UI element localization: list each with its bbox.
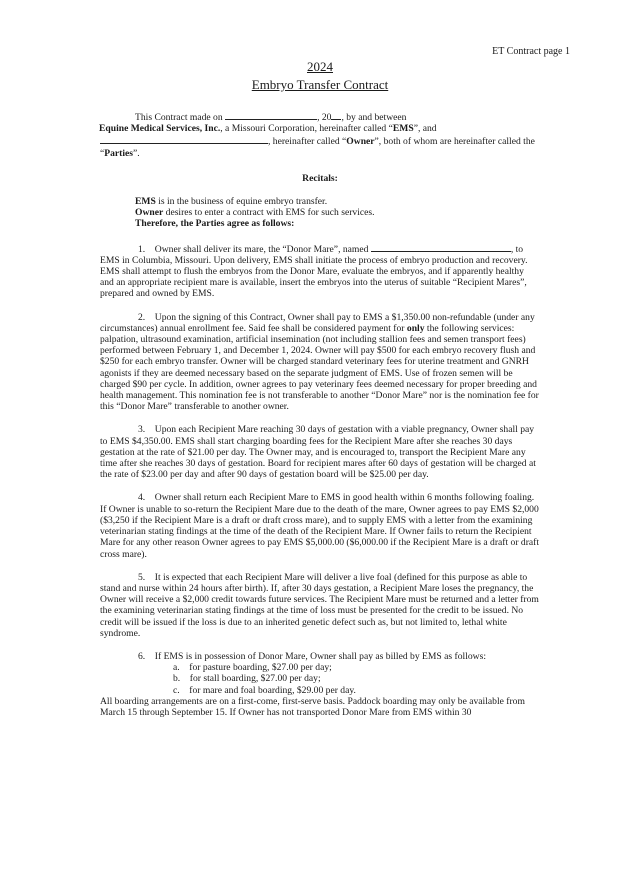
recital-1-text: is in the business of equine embryo transfer. [155,196,328,208]
intro-text: , a Missouri Corporation, hereinafter called “ [220,123,393,135]
recital-2-term: Owner [135,207,164,219]
clause-4: 4. Owner shall return each Recipient Mare to EMS in good health within 6 months following foaling. If Owner is unable to so-return the Recipient Mare due to the death of the mare, Owner agrees to pay EMS $2,000 ($3,250 if the Recipient Mare is a draft or draft cross mare), and to supply EMS with a letter from the examining veterinarian stating findings at the time of the death of the Recipient Mare. If Owner fails to return the Recipient Mare for any other reason Owner agrees to pay EMS $5,000.00 ($6,000.00 if the Recipient Mare is a draft or draft cross mare). [100,492,540,560]
page-header: ET Contract page 1 [492,46,570,57]
contract-name: Embryo Transfer Contract [251,77,389,92]
clause-1-text: 1. Owner shall deliver its mare, the “Donor Mare”, named [138,243,369,255]
intro-line-3 [100,134,540,158]
intro-text: , hereinafter called “ [268,136,347,148]
clause-6-tail: All boarding arrangements are on a first-come, first-serve basis. Paddock boarding may only be available from March 15 through September 15. If Owner has not transported Donor Mare from EMS within 30 [100,695,525,718]
owner-name-blank [100,134,268,144]
recital-1 [135,196,540,207]
recital-3 [135,218,540,229]
parties-term: Parties [104,147,134,159]
recital-2-text: desires to enter a contract with EMS for such services. [163,207,375,219]
contract-year: 2024 [307,59,333,74]
donor-mare-name-blank [371,242,511,252]
recital-3-text: Therefore, the Parties agree as follows: [135,218,295,230]
clause-2 [100,312,540,413]
company-name: Equine Medical Services, Inc. [99,123,221,135]
boarding-fee-pasture: a. for pasture boarding, $27.00 per day; [173,662,332,674]
clause-2-text: 2. Upon the signing of this Contract, Owner shall pay to EMS a $1,350.00 non-refundable (under any circumstances) annual enrollment fee. Said fee shall be considered payment for [100,311,535,334]
year-blank [331,110,341,120]
date-blank [225,110,317,120]
owner-term: Owner [346,136,375,148]
intro-text: ”, both of whom are hereinafter called the “ [100,136,535,159]
intro-text: This Contract made on [135,112,223,123]
intro-text: , 20 [317,112,332,123]
clause-3: 3. Upon each Recipient Mare reaching 30 days of gestation with a viable pregnancy, Owner shall pay to EMS $4,350.00. EMS shall start charging boarding fees for the Recipient Mare after she reaches 30 days gestation at the rate of $21.00 per day. The Owner may, and is encouraged to, transport the Recipient Mare any time after she reaches 30 days of gestation. Board for recipient mares after 60 days of gestation will be charged at the rate of $23.00 per day and after 90 days of gestation board will be $25.00 per day. [100,424,536,481]
recital-1-term: EMS [135,196,156,208]
intro-line-2 [99,123,540,134]
recitals-heading: Recitals: [302,172,338,184]
clause-5: 5. It is expected that each Recipient Mare will deliver a live foal (defined for this purpose as able to stand and nurse within 24 hours after birth). If, after 30 days gestation, a Recipient Mare loses the pregnancy, the Owner will receive a $2,000 credit towards future services. The Recipient Mare must be returned and a letter from the examining veterinarian stating findings at the time of loss must be presented for the credit to be issued. No credit will be issued if the loss is due to an inherited genetic defect such as, but not limited to, lethal white syndrome. [100,571,539,639]
intro-paragraph [100,110,540,123]
clause-2-text-cont: the following services: palpation, ultrasound examination, artificial insemination (not including stallion fees and semen transport fees) performed between February 1, and December 1, 2024. Owner will pay $500 for each embryo recovery flush and $250 for each embryo transfer. Owner will be charged standard veterinary fees for uterine treatment and GNRH agonists if they are deemed necessary based on the separate judgment of EMS. Use of frozen semen will be charged $90 per cycle. In addition, owner agrees to pay veterinary fees deemed necessary for proper breeding and health management. This nomination fee is not transferable to another “Donor Mare” nor is the nomination fee for this “Donor Mare” transferable to another owner. [100,322,539,413]
recitals-list [135,196,540,230]
boarding-fee-list [173,662,540,696]
intro-text: ”. [133,147,140,159]
contract-body [100,110,540,718]
clause-2-emphasis: only [406,322,425,334]
ems-term: EMS [392,123,414,135]
boarding-fee-stall: b. for stall boarding, $27.00 per day; [173,673,321,685]
clause-1 [100,242,540,300]
boarding-fee-mare-foal: c. for mare and foal boarding, $29.00 per day. [173,684,356,696]
clause-1-text-cont: , to EMS in Columbia, Missouri. Upon delivery, EMS shall initiate the process of embryo production and recovery. EMS shall attempt to flush the embryos from the Donor Mare, evaluate the embryos, and if apparently healthy and an appropriate recipient mare is available, insert the embryos into the uterus of suitable “Recipient Mares”, prepared and owned by EMS. [100,243,528,300]
recital-2 [135,207,540,218]
clause-6: 6. If EMS is in possession of Donor Mare, Owner shall pay as billed by EMS as follows: [138,650,487,662]
intro-text: , by and between [341,112,407,123]
intro-text: ”, and [413,123,437,135]
